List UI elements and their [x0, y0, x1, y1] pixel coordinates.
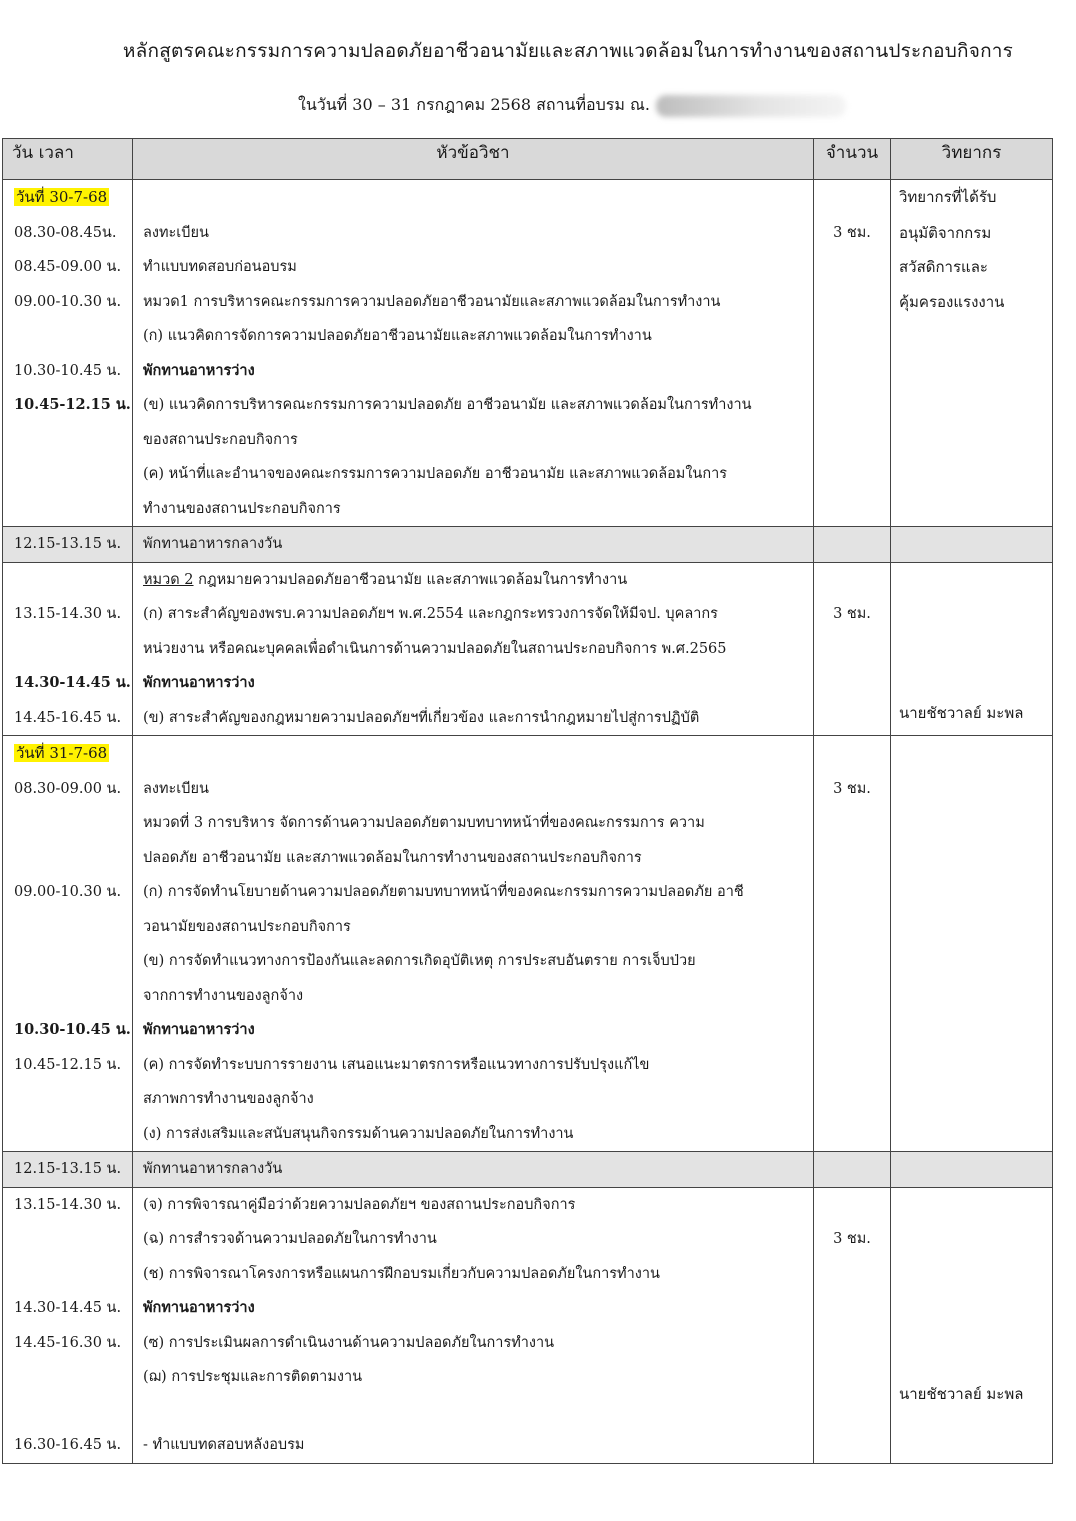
time-cell: 14.45-16.30 น.: [3, 1326, 133, 1361]
time-cell: 10.45-12.15 น.: [3, 388, 133, 423]
table-row: [3, 1117, 1053, 1152]
time-cell: [3, 944, 133, 979]
table-row: [3, 492, 1053, 527]
day-label: วันที่ 30-7-68: [16, 188, 108, 206]
time-cell: [3, 457, 133, 492]
qty-cell: [814, 1013, 891, 1048]
time-cell: 12.15-13.15 น.: [3, 1152, 133, 1188]
speaker-cell: [891, 492, 1053, 527]
header-speaker: วิทยากร: [891, 139, 1053, 180]
speaker-cell: [891, 319, 1053, 354]
speaker-cell: [891, 562, 1053, 597]
time-cell: [3, 319, 133, 354]
time-cell: 10.30-10.45 น.: [3, 1013, 133, 1048]
time-cell: [3, 1222, 133, 1257]
speaker-cell: [891, 457, 1053, 492]
qty-cell: [814, 250, 891, 285]
topic-cell: (ฌ) การประชุมและการติดตามงาน: [133, 1360, 814, 1428]
time-cell: [3, 1082, 133, 1117]
table-row: [3, 250, 1053, 285]
table-row: [3, 841, 1053, 876]
table-row-lunch: [3, 1152, 1053, 1188]
time-cell: [3, 1360, 133, 1428]
table-row: [3, 632, 1053, 667]
topic-cell: (ข) สาระสำคัญของกฎหมายความปลอดภัยฯที่เกี่ยวข้อง และการนำกฎหมายไปสู่การปฏิบัติ: [133, 701, 814, 736]
time-cell: 16.30-16.45 น.: [3, 1428, 133, 1463]
subtitle-text: ในวันที่ 30 – 31 กรกฎาคม 2568 สถานที่อบรม ณ.: [298, 95, 650, 114]
qty-cell: [814, 527, 891, 563]
speaker-cell: [891, 354, 1053, 389]
time-cell: [3, 806, 133, 841]
qty-cell: [814, 1326, 891, 1361]
time-cell: [3, 632, 133, 667]
qty-cell: [814, 1257, 891, 1292]
speaker-cell: [891, 597, 1053, 632]
qty-cell: 3 ชม.: [814, 1222, 891, 1257]
table-row: [3, 666, 1053, 701]
time-cell: [3, 1257, 133, 1292]
speaker-cell: [891, 1152, 1053, 1188]
table-row: [3, 285, 1053, 320]
table-row: [3, 1048, 1053, 1083]
topic-cell: พักทานอาหารว่าง: [133, 1013, 814, 1048]
speaker-cell: [891, 1187, 1053, 1222]
time-cell: 14.45-16.45 น.: [3, 701, 133, 736]
qty-cell: [814, 354, 891, 389]
speaker-cell: [891, 736, 1053, 772]
speaker-cell: อนุมัติจากกรม: [891, 216, 1053, 251]
topic-cell: พักทานอาหารว่าง: [133, 354, 814, 389]
topic-cell: (ช) การพิจารณาโครงการหรือแผนการฝึกอบรมเกี่ยวกับความปลอดภัยในการทำงาน: [133, 1257, 814, 1292]
speaker-cell: [891, 772, 1053, 807]
speaker-cell: [891, 1013, 1053, 1048]
table-row: [3, 216, 1053, 251]
time-cell: 14.30-14.45 น.: [3, 1291, 133, 1326]
topic-cell: (ก) การจัดทำนโยบายด้านความปลอดภัยตามบทบาทหน้าที่ของคณะกรรมการความปลอดภัย อาชี: [133, 875, 814, 910]
table-row: [3, 354, 1053, 389]
qty-cell: [814, 388, 891, 423]
table-row: [3, 1257, 1053, 1292]
schedule-table: [2, 138, 1053, 1464]
topic-cell: [133, 562, 814, 597]
table-row: [3, 597, 1053, 632]
topic-cell: (ซ) การประเมินผลการดำเนินงานด้านความปลอดภัยในการทำงาน: [133, 1326, 814, 1361]
speaker-cell: [891, 944, 1053, 979]
speaker-cell: [891, 527, 1053, 563]
topic-cell: สภาพการทำงานของลูกจ้าง: [133, 1082, 814, 1117]
table-row: [3, 457, 1053, 492]
table-row: [3, 944, 1053, 979]
time-cell: [3, 562, 133, 597]
section-label: หมวด 2: [143, 571, 194, 588]
speaker-cell: [891, 388, 1053, 423]
topic-cell: พักทานอาหารกลางวัน: [133, 527, 814, 563]
speaker-cell: [891, 1117, 1053, 1152]
table-row: [3, 319, 1053, 354]
speaker-cell: [891, 979, 1053, 1014]
time-cell: [3, 910, 133, 945]
topic-cell: (ค) หน้าที่และอำนาจของคณะกรรมการความปลอดภัย อาชีวอนามัย และสภาพแวดล้อมในการ: [133, 457, 814, 492]
topic-cell: หน่วยงาน หรือคณะบุคคลเพื่อดำเนินการด้านความปลอดภัยในสถานประกอบกิจการ พ.ศ.2565: [133, 632, 814, 667]
qty-cell: 3 ชม.: [814, 216, 891, 251]
redacted-venue: [656, 95, 846, 117]
qty-cell: [814, 1082, 891, 1117]
qty-cell: [814, 1152, 891, 1188]
qty-cell: [814, 457, 891, 492]
qty-cell: [814, 841, 891, 876]
qty-cell: 3 ชม.: [814, 772, 891, 807]
topic-cell: [133, 180, 814, 216]
time-cell: 08.30-08.45น.: [3, 216, 133, 251]
speaker-cell: [891, 875, 1053, 910]
topic-cell: หมวด1 การบริหารคณะกรรมการความปลอดภัยอาชีวอนามัยและสภาพแวดล้อมในการทำงาน: [133, 285, 814, 320]
table-row: [3, 388, 1053, 423]
header-qty: จำนวน: [814, 139, 891, 180]
table-row: [3, 1187, 1053, 1222]
day-label: วันที่ 31-7-68: [16, 744, 108, 762]
topic-cell: [133, 736, 814, 772]
speaker-cell: [891, 841, 1053, 876]
topic-cell: ทำงานของสถานประกอบกิจการ: [133, 492, 814, 527]
qty-cell: [814, 319, 891, 354]
topic-cell: วอนามัยของสถานประกอบกิจการ: [133, 910, 814, 945]
table-row: [3, 736, 1053, 772]
table-row-lunch: [3, 527, 1053, 563]
time-cell: [3, 841, 133, 876]
qty-cell: [814, 1360, 891, 1428]
speaker-cell: [891, 666, 1053, 701]
topic-cell: จากการทำงานของลูกจ้าง: [133, 979, 814, 1014]
qty-cell: [814, 1187, 891, 1222]
topic-cell: ทำแบบทดสอบก่อนอบรม: [133, 250, 814, 285]
table-row: [3, 1013, 1053, 1048]
qty-cell: [814, 944, 891, 979]
table-row: [3, 701, 1053, 736]
speaker-cell: สวัสดิการและ: [891, 250, 1053, 285]
qty-cell: 3 ชม.: [814, 597, 891, 632]
qty-cell: [814, 492, 891, 527]
topic-cell: พักทานอาหารว่าง: [133, 666, 814, 701]
qty-cell: [814, 632, 891, 667]
speaker-cell: [891, 910, 1053, 945]
table-row: [3, 1222, 1053, 1257]
topic-cell: (ฉ) การสำรวจด้านความปลอดภัยในการทำงาน: [133, 1222, 814, 1257]
table-row: [3, 772, 1053, 807]
speaker-cell: นายชัชวาลย์ มะพล: [891, 1360, 1053, 1428]
topic-cell: ของสถานประกอบกิจการ: [133, 423, 814, 458]
table-row: [3, 1360, 1053, 1428]
table-row: [3, 1291, 1053, 1326]
time-cell: 08.45-09.00 น.: [3, 250, 133, 285]
qty-cell: [814, 1048, 891, 1083]
time-cell: 14.30-14.45 น.: [3, 666, 133, 701]
time-cell: 09.00-10.30 น.: [3, 875, 133, 910]
qty-cell: [814, 875, 891, 910]
time-cell: 10.30-10.45 น.: [3, 354, 133, 389]
speaker-cell: [891, 1082, 1053, 1117]
topic-cell: (จ) การพิจารณาคู่มือว่าด้วยความปลอดภัยฯ ของสถานประกอบกิจการ: [133, 1187, 814, 1222]
time-cell: 12.15-13.15 น.: [3, 527, 133, 563]
time-cell: 10.45-12.15 น.: [3, 1048, 133, 1083]
topic-cell: (ข) การจัดทำแนวทางการป้องกันและลดการเกิดอุบัติเหตุ การประสบอันตราย การเจ็บป่วย: [133, 944, 814, 979]
qty-cell: [814, 736, 891, 772]
table-row: [3, 806, 1053, 841]
speaker-cell: [891, 1048, 1053, 1083]
time-cell: [3, 423, 133, 458]
qty-cell: [814, 806, 891, 841]
qty-cell: [814, 979, 891, 1014]
speaker-cell: คุ้มครองแรงงาน: [891, 285, 1053, 320]
time-cell: 08.30-09.00 น.: [3, 772, 133, 807]
table-row: [3, 1082, 1053, 1117]
qty-cell: [814, 180, 891, 216]
table-row: [3, 180, 1053, 216]
qty-cell: [814, 910, 891, 945]
speaker-cell: [891, 423, 1053, 458]
qty-cell: [814, 1291, 891, 1326]
topic-cell: (ก) สาระสำคัญของพรบ.ความปลอดภัยฯ พ.ศ.2554 และกฎกระทรวงการจัดให้มีจป. บุคลากร: [133, 597, 814, 632]
topic-cell: (ข) แนวคิดการบริหารคณะกรรมการความปลอดภัย อาชีวอนามัย และสภาพแวดล้อมในการทำงาน: [133, 388, 814, 423]
table-row: [3, 875, 1053, 910]
speaker-cell: [891, 1428, 1053, 1463]
table-row: [3, 1326, 1053, 1361]
qty-cell: [814, 1117, 891, 1152]
speaker-cell: [891, 1222, 1053, 1257]
topic-cell: (ง) การส่งเสริมและสนับสนุนกิจกรรมด้านความปลอดภัยในการทำงาน: [133, 1117, 814, 1152]
table-row: [3, 1428, 1053, 1463]
speaker-cell: [891, 1257, 1053, 1292]
topic-cell: พักทานอาหารกลางวัน: [133, 1152, 814, 1188]
document-title: หลักสูตรคณะกรรมการความปลอดภัยอาชีวอนามัยและสภาพแวดล้อมในการทำงานของสถานประกอบกิจการ: [122, 40, 1014, 62]
time-cell: [3, 1117, 133, 1152]
time-cell: 09.00-10.30 น.: [3, 285, 133, 320]
qty-cell: [814, 562, 891, 597]
table-row: [3, 562, 1053, 597]
table-row: [3, 423, 1053, 458]
speaker-cell: [891, 806, 1053, 841]
topic-cell: (ก) แนวคิดการจัดการความปลอดภัยอาชีวอนามัยและสภาพแวดล้อมในการทำงาน: [133, 319, 814, 354]
topic-cell: พักทานอาหารว่าง: [133, 1291, 814, 1326]
speaker-cell: นายชัชวาลย์ มะพล: [891, 701, 1053, 736]
header-time: วัน เวลา: [3, 139, 133, 180]
qty-cell: [814, 666, 891, 701]
time-cell: [3, 492, 133, 527]
qty-cell: [814, 1428, 891, 1463]
document-subtitle: [298, 93, 846, 118]
table-header-row: [3, 139, 1053, 180]
time-cell: 13.15-14.30 น.: [3, 1187, 133, 1222]
table-row: [3, 979, 1053, 1014]
qty-cell: [814, 285, 891, 320]
speaker-cell: วิทยากรที่ได้รับ: [891, 180, 1053, 216]
time-cell: [3, 979, 133, 1014]
topic-cell: ลงทะเบียน: [133, 216, 814, 251]
topic-cell: หมวดที่ 3 การบริหาร จัดการด้านความปลอดภัยตามบทบาทหน้าที่ของคณะกรรมการ ความ: [133, 806, 814, 841]
table-row: [3, 910, 1053, 945]
section-title: กฎหมายความปลอดภัยอาชีวอนามัย และสภาพแวดล้อมในการทำงาน: [193, 571, 628, 588]
qty-cell: [814, 701, 891, 736]
topic-cell: - ทำแบบทดสอบหลังอบรม: [133, 1428, 814, 1463]
speaker-cell: [891, 1326, 1053, 1361]
speaker-cell: [891, 632, 1053, 667]
topic-cell: ลงทะเบียน: [133, 772, 814, 807]
header-topic: หัวข้อวิชา: [133, 139, 814, 180]
speaker-cell: [891, 1291, 1053, 1326]
qty-cell: [814, 423, 891, 458]
time-cell: 13.15-14.30 น.: [3, 597, 133, 632]
topic-cell: (ค) การจัดทำระบบการรายงาน เสนอแนะมาตรการหรือแนวทางการปรับปรุงแก้ไข: [133, 1048, 814, 1083]
topic-cell: ปลอดภัย อาชีวอนามัย และสภาพแวดล้อมในการทำงานของสถานประกอบกิจการ: [133, 841, 814, 876]
